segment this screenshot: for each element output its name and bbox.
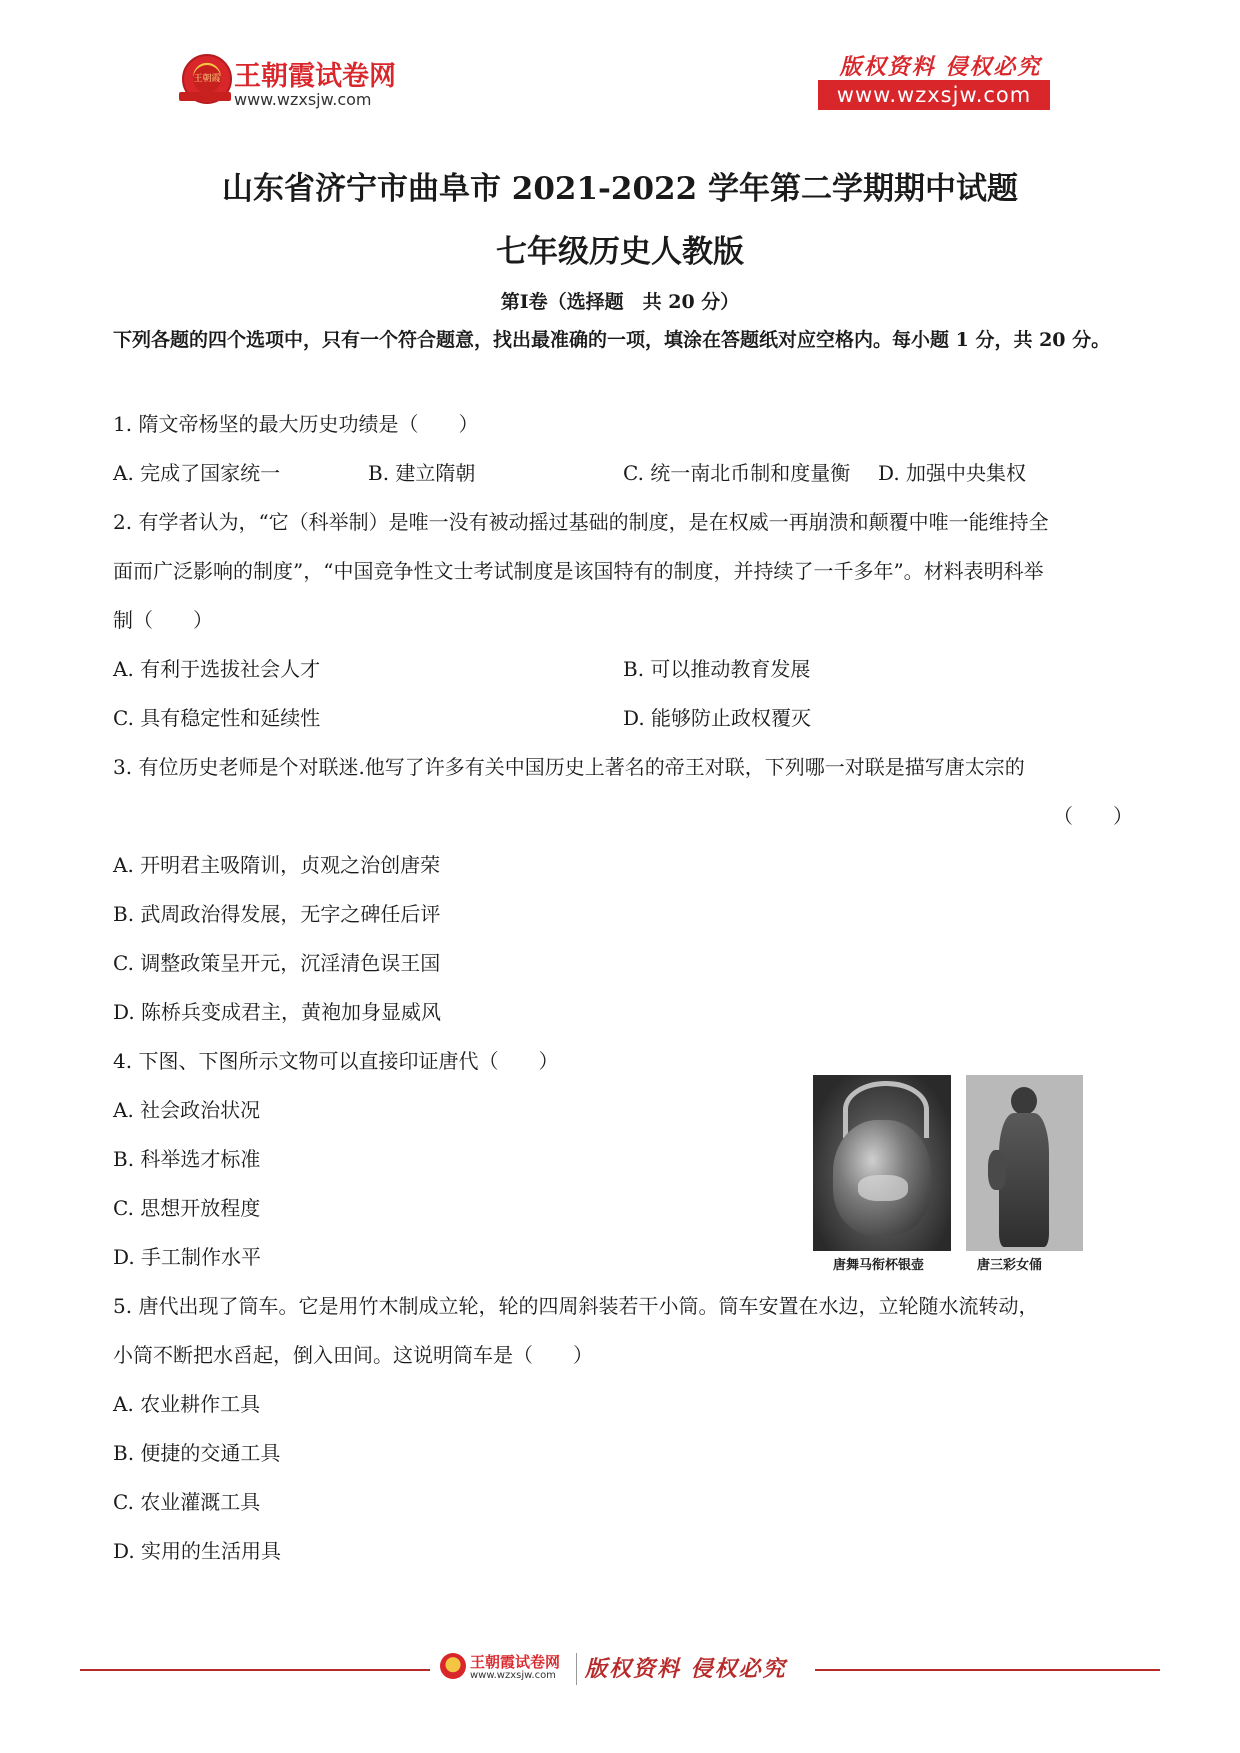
q4-option-d: D. 手工制作水平 bbox=[113, 1245, 262, 1269]
q4-option-b: B. 科举选才标准 bbox=[113, 1147, 261, 1171]
q2-stem-line1: 2. 有学者认为，“它（科举制）是唯一没有被动摇过基础的制度，是在权威一再崩溃和颠覆中唯一能维持全 bbox=[113, 510, 1049, 534]
footer-logo-url: www.wzxsjw.com bbox=[470, 1670, 556, 1681]
q5-option-d: D. 实用的生活用具 bbox=[113, 1539, 282, 1563]
q5-option-c: C. 农业灌溉工具 bbox=[113, 1490, 261, 1514]
logo-ribbon bbox=[179, 92, 231, 101]
page-title: 山东省济宁市曲阜市 2021-2022 学年第二学期期中试题 bbox=[221, 171, 1018, 207]
figurine-arm bbox=[988, 1150, 1006, 1190]
q2-option-d: D. 能够防止政权覆灭 bbox=[623, 706, 812, 730]
q3-option-d: D. 陈桥兵变成君主，黄袍加身显威风 bbox=[113, 1000, 442, 1024]
q1-option-d: D. 加强中央集权 bbox=[878, 461, 1027, 485]
q1-option-c: C. 统一南北币制和度量衡 bbox=[623, 461, 851, 485]
figure-caption-2: 唐三彩女俑 bbox=[977, 1258, 1043, 1273]
figure-caption-1: 唐舞马衔杯银壶 bbox=[833, 1258, 925, 1273]
section-heading: 第Ⅰ卷（选择题 共 20 分） bbox=[500, 291, 740, 313]
copyright-url: www.wzxsjw.com bbox=[818, 80, 1050, 110]
q3-option-c: C. 调整政策呈开元，沉淫清色误王国 bbox=[113, 951, 441, 975]
footer-copyright: 版权资料 侵权必究 bbox=[585, 1656, 787, 1682]
q1-option-b: B. 建立隋朝 bbox=[368, 461, 476, 485]
q1-option-a: A. 完成了国家统一 bbox=[113, 461, 281, 485]
q2-option-b: B. 可以推动教育发展 bbox=[623, 657, 811, 681]
q4-option-a: A. 社会政治状况 bbox=[113, 1098, 261, 1122]
logo-name: 王朝霞试卷网 bbox=[234, 61, 396, 92]
q5-option-a: A. 农业耕作工具 bbox=[113, 1392, 261, 1416]
seal-text: 王朝霞 bbox=[193, 65, 221, 93]
page-subtitle: 七年级历史人教版 bbox=[496, 234, 744, 270]
logo-url: www.wzxsjw.com bbox=[234, 90, 372, 109]
horse-relief bbox=[858, 1175, 908, 1201]
q4-stem: 4. 下图、下图所示文物可以直接印证唐代（ ） bbox=[113, 1049, 559, 1073]
footer-seal-icon bbox=[440, 1653, 466, 1679]
q2-option-a: A. 有利于选拔社会人才 bbox=[113, 657, 321, 681]
q4-option-c: C. 思想开放程度 bbox=[113, 1196, 261, 1220]
figurine-head bbox=[1011, 1087, 1037, 1115]
header-logo bbox=[182, 52, 412, 114]
q2-stem-line2: 面而广泛影响的制度”，“中国竞争性文士考试制度是该国特有的制度，并持续了一千多年”。材料表明科举 bbox=[113, 559, 1044, 583]
q2-stem-line3: 制（ ） bbox=[113, 608, 213, 632]
q5-option-b: B. 便捷的交通工具 bbox=[113, 1441, 281, 1465]
footer-separator bbox=[576, 1653, 577, 1685]
footer-logo-name: 王朝霞试卷网 bbox=[470, 1653, 561, 1671]
q3-option-a: A. 开明君主吸隋训，贞观之治创唐荣 bbox=[113, 853, 441, 877]
q1-stem: 1. 隋文帝杨坚的最大历史功绩是（ ） bbox=[113, 412, 479, 436]
q3-answer-paren: （ ） bbox=[1053, 804, 1133, 828]
figurine-body bbox=[999, 1113, 1049, 1247]
q3-option-b: B. 武周政治得发展，无字之碑任后评 bbox=[113, 902, 441, 926]
copyright-notice: 版权资料 侵权必究 bbox=[839, 54, 1042, 80]
footer-line-left bbox=[80, 1669, 430, 1671]
instructions: 下列各题的四个选项中，只有一个符合题意，找出最准确的一项，填涂在答题纸对应空格内。每小题 1 分，共 20 分。 bbox=[113, 329, 1111, 351]
footer-line-right bbox=[815, 1669, 1160, 1671]
q3-stem: 3. 有位历史老师是个对联迷.他写了许多有关中国历史上著名的帝王对联，下列哪一对联是描写唐太宗的 bbox=[113, 755, 1025, 779]
q5-stem-line1: 5. 唐代出现了筒车。它是用竹木制成立轮，轮的四周斜装若干小筒。筒车安置在水边，立轮随水流转动， bbox=[113, 1294, 1039, 1318]
q5-stem-line2: 小筒不断把水舀起，倒入田间。这说明筒车是（ ） bbox=[113, 1343, 593, 1367]
silver-jug-image bbox=[813, 1075, 951, 1251]
q2-option-c: C. 具有稳定性和延续性 bbox=[113, 706, 321, 730]
tricolor-figurine-image bbox=[966, 1075, 1083, 1251]
